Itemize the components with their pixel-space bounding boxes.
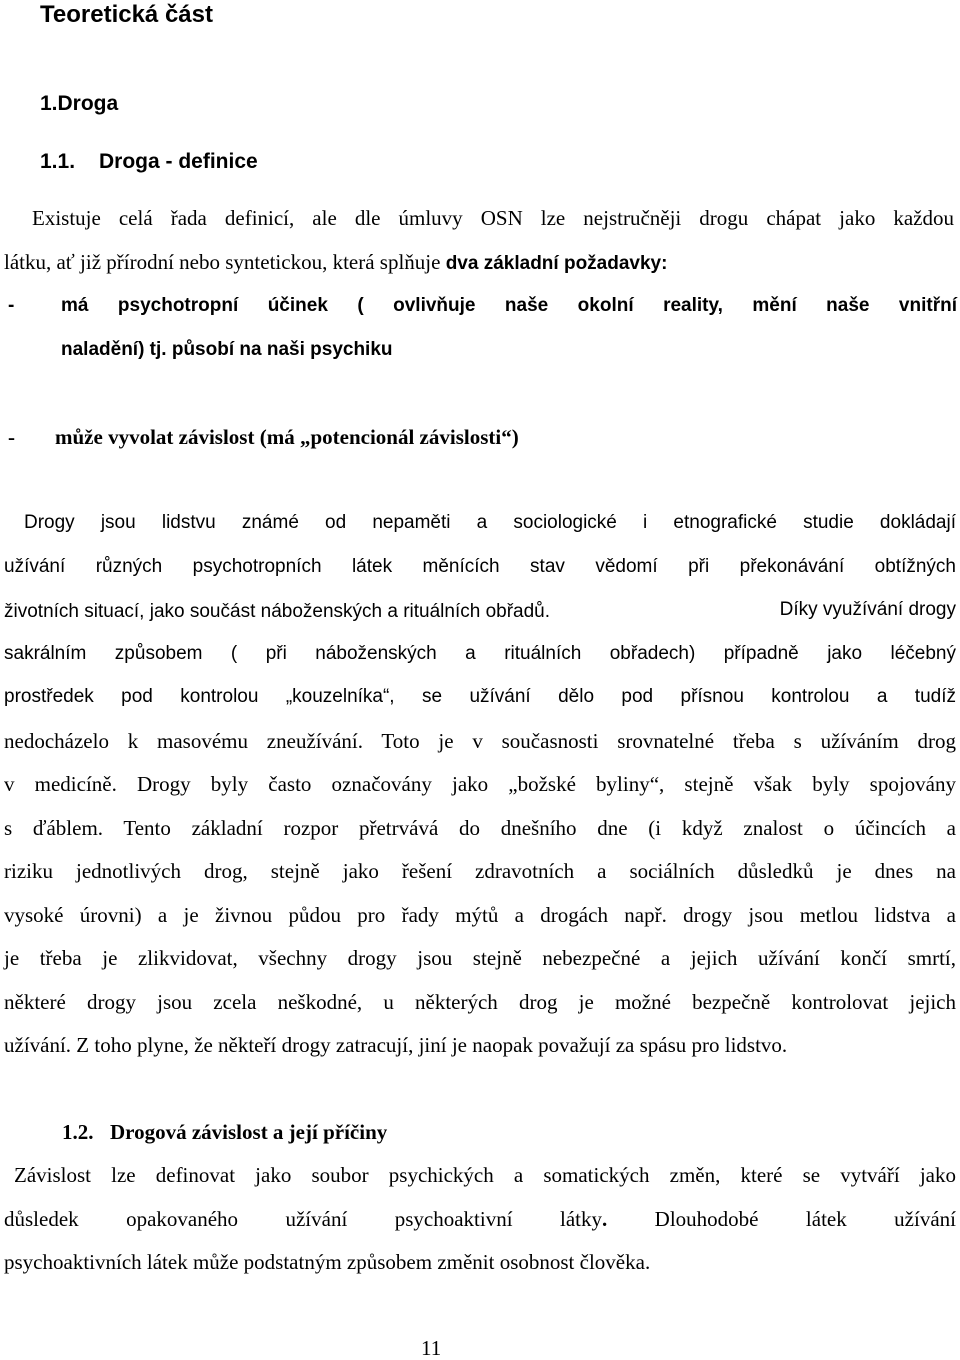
paragraph-text: Dlouhodobé látek užívání: [607, 1207, 956, 1231]
subsection-title: Droga - definice: [99, 150, 258, 173]
subsection-number: 1.1.: [40, 150, 76, 173]
paragraph-line: Závislost lze definovat jako soubor psychických a somatických změn, které se vytváří jako: [14, 1163, 956, 1187]
definition-line: [4, 252, 667, 273]
paragraph-line: Drogy jsou lidstvu známé od nepaměti a sociologické i etnografické studie dokládají: [24, 512, 956, 533]
paragraph-line: užívání. Z toho plyne, že někteří drogy zatracují, jiní je naopak považují za spásu pro lidstvo.: [4, 1033, 788, 1057]
paragraph-text: Díky využívání drogy: [779, 599, 956, 620]
definition-line: Existuje celá řada definicí, ale dle úmluvy OSN lze nejstručněji drogu chápat jako každou: [32, 206, 954, 230]
paragraph-line: užívání různých psychotropních látek měnících stav vědomí při překonávání obtížných: [4, 556, 956, 577]
paragraph-line: psychoaktivních látek může podstatným způsobem změnit osobnost člověka.: [4, 1250, 651, 1274]
paragraph-line: riziku jednotlivých drog, stejně jako řešení zdravotních a sociálních důsledků je dnes na: [4, 859, 956, 883]
paragraph-line: [4, 600, 956, 621]
paragraph-line: nedocházelo k masovému zneužívání. Toto je v současnosti srovnatelné třeba s užíváním drog: [4, 729, 956, 753]
definition-emphasis: dva základní požadavky:: [445, 253, 668, 274]
paragraph-line: v medicíně. Drogy byly často označovány jako „božské byliny“, stejně však byly spojovány: [4, 772, 956, 796]
paragraph-period: .: [601, 1207, 608, 1231]
paragraph-line: prostředek pod kontrolou „kouzelníka“, se užívání dělo pod přísnou kontrolou a tudíž: [4, 686, 956, 707]
chapter-heading: 1.Droga: [40, 92, 119, 115]
paragraph-line: vysoké úrovni) a je živnou půdou pro řady mýtů a drogách např. drogy jsou metlou lidstva a: [4, 903, 956, 927]
requirement-item: může vyvolat závislost (má „potencionál závislosti“): [55, 425, 519, 449]
paragraph-line: některé drogy jsou zcela neškodné, u některých drog je možné bezpečně kontrolovat jejich: [4, 990, 956, 1014]
paragraph-text: životních situací, jako součást náboženských a rituálních obřadů.: [4, 601, 551, 622]
subsection-number: 1.2.: [62, 1120, 94, 1144]
paragraph-line: [4, 1209, 956, 1230]
section-title: Teoretická část: [40, 1, 213, 28]
list-bullet: -: [8, 295, 15, 316]
definition-text: látku, ať již přírodní nebo syntetickou, která splňuje: [4, 250, 441, 274]
page-number: 11: [421, 1336, 442, 1360]
requirement-item: má psychotropní účinek ( ovlivňuje naše okolní reality, mění naše vnitřní: [61, 295, 957, 316]
paragraph-text: důsledek opakovaného užívání psychoaktivní látky: [4, 1207, 602, 1231]
subsection-title: Drogová závislost a její příčiny: [110, 1120, 388, 1144]
list-bullet: -: [8, 425, 15, 449]
requirement-item: naladění) tj. působí na naši psychiku: [61, 339, 393, 360]
paragraph-line: sakrálním způsobem ( při náboženských a rituálních obřadech) případně jako léčebný: [4, 643, 956, 664]
paragraph-line: je třeba je zlikvidovat, všechny drogy jsou stejně nebezpečné a jejich užívání končí smrtí,: [4, 946, 956, 970]
paragraph-line: s ďáblem. Tento základní rozpor přetrvává do dnešního dne (i když znalost o účincích a: [4, 816, 956, 840]
